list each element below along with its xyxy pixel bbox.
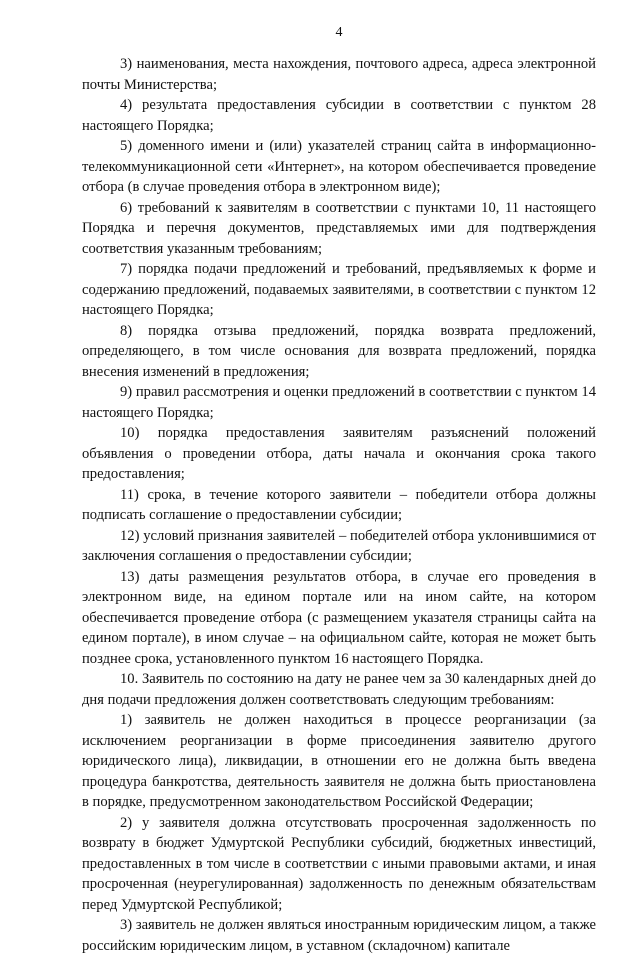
paragraph-item-3-ministry-details: 3) наименования, места нахождения, почтового адреса, адреса электронной почты Министерства;	[82, 56, 596, 93]
paragraph-item-6-applicant-requirements: 6) требований к заявителям в соответствии с пунктами 10, 11 настоящего Порядка и перечня документов, представляемых ими для подтверждения соответствия указанным требованиям;	[82, 199, 596, 257]
page-number: 4	[335, 25, 343, 40]
paragraph-item-12-evasion-conditions: 12) условий признания заявителей – победителей отбора уклонившимися от заключения соглашения о предоставлении субсидии;	[82, 527, 596, 564]
paragraph-requirement-3-not-foreign: 3) заявитель не должен являться иностранным юридическим лицом, а также российским юридическим лицом, в уставном (складочном) капитале	[82, 917, 596, 954]
paragraph-requirement-1-no-reorganization: 1) заявитель не должен находиться в процессе реорганизации (за исключением реорганизации в форме присоединения заявителю другого юридического лица), ликвидации, в отношении его не должна быть введена процедура банкротства, деятельность заявителя не должна быть приостановлена в порядке, предусмотренном законодательством Российской Федерации;	[82, 712, 596, 810]
paragraph-item-11-agreement-deadline: 11) срока, в течение которого заявители – победители отбора должны подписать соглашение о предоставлении субсидии;	[82, 486, 596, 523]
paragraph-item-13-results-publication: 13) даты размещения результатов отбора, в случае его проведения в электронном виде, на едином портале или на ином сайте, на котором обеспечивается проведение отбора (с размещением указателя страницы сайта на едином портале), в ином случае – на официальном сайте, которая не может быть позднее срока, установленного пунктом 16 настоящего Порядка.	[82, 568, 596, 667]
paragraph-item-7-submission-procedure: 7) порядка подачи предложений и требований, предъявляемых к форме и содержанию предложений, подаваемых заявителями, в соответствии с пунктом 12 настоящего Порядка;	[82, 261, 596, 318]
paragraph-clause-10-intro: 10. Заявитель по состоянию на дату не ранее чем за 30 календарных дней до дня подачи предложения должен соответствовать следующим требованиям:	[82, 671, 596, 708]
paragraph-item-9-review-rules: 9) правил рассмотрения и оценки предложений в соответствии с пунктом 14 настоящего Порядка;	[82, 384, 596, 421]
paragraph-item-10-clarifications: 10) порядка предоставления заявителям разъяснений положений объявления о проведении отбора, даты начала и окончания срока такого предоставления;	[82, 425, 596, 482]
paragraph-item-4-subsidy-result: 4) результата предоставления субсидии в соответствии с пунктом 28 настоящего Порядка;	[82, 97, 596, 134]
paragraph-item-8-withdrawal-procedure: 8) порядка отзыва предложений, порядка возврата предложений, определяющего, в том числе основания для возврата предложений, порядка внесения изменений в предложения;	[82, 322, 596, 380]
paragraph-requirement-2-no-debt: 2) у заявителя должна отсутствовать просроченная задолженность по возврату в бюджет Удмуртской Республики субсидий, бюджетных инвестиций, предоставленных в том числе в соответствии с иными правовыми актами, и иная просроченная (неурегулированная) задолженность по денежным обязательствам перед Удмуртской Республикой;	[82, 814, 596, 913]
paragraph-item-5-domain-name: 5) доменного имени и (или) указателей страниц сайта в информационно-телекоммуникационной сети «Интернет», на котором обеспечивается проведение отбора (в случае проведения отбора в электронном виде);	[82, 138, 596, 195]
